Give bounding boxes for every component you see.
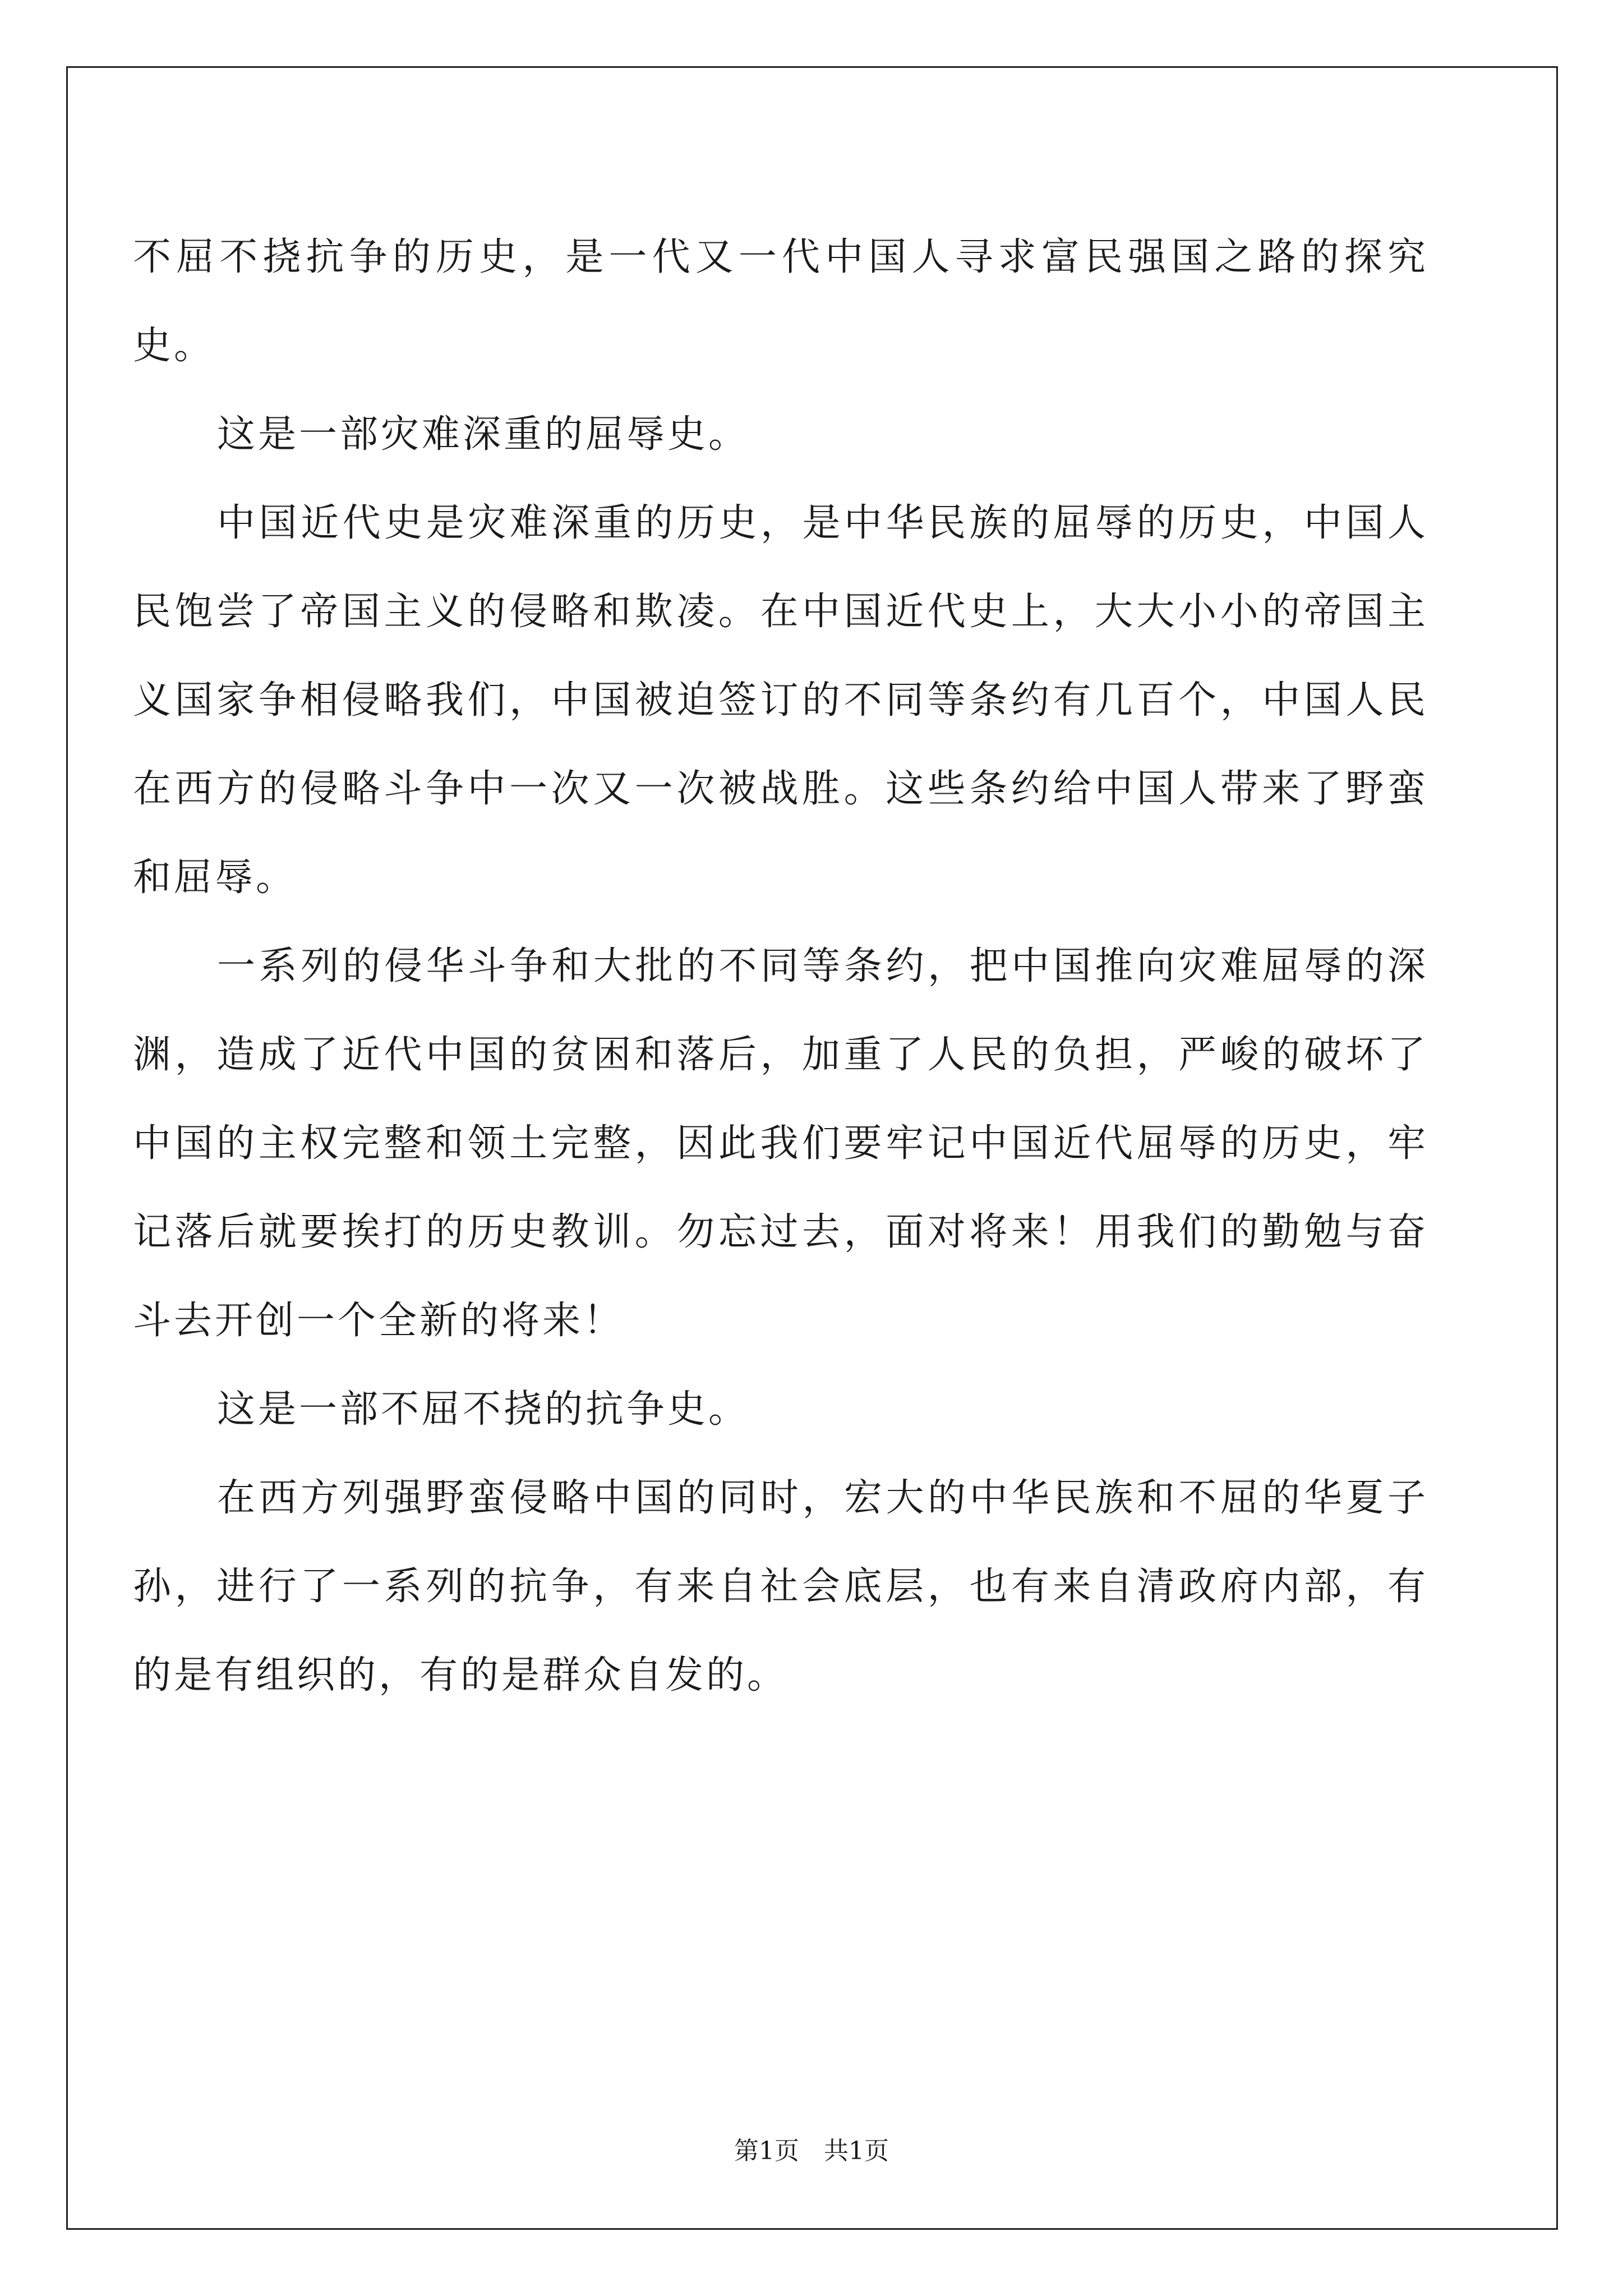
paragraph-2: 这是一部灾难深重的屈辱史。 [217,412,750,457]
paragraph-1: 不屈不挠抗争的历史，是一代又一代中国人寻求富民强国之路的探究史。 [133,235,1428,368]
paragraph-5: 这是一部不屈不挠的抗争史。 [217,1387,750,1432]
paragraph-6: 在西方列强野蛮侵略中国的同时，宏大的中华民族和不屈的华夏子孙，进行了一系列的抗争，有来自社会底层，也有来自清政府内部，有的是有组织的，有的是群众自发的。 [133,1476,1428,1697]
paragraph-3: 中国近代史是灾难深重的历史，是中华民族的屈辱的历史，中国人民饱尝了帝国主义的侵略和欺凌。在中国近代史上，大大小小的帝国主义国家争相侵略我们，中国被迫签订的不同等条约有几百个，中国人民在西方的侵略斗争中一次又一次被战胜。这些条约给中国人带来了野蛮和屈辱。 [133,501,1428,900]
page-footer [0,2134,1623,2168]
document-body [133,213,1428,1720]
page-number: 第1页 共1页 [734,2137,889,2165]
paragraph-4: 一系列的侵华斗争和大批的不同等条约，把中国推向灾难屈辱的深渊，造成了近代中国的贫困和落后，加重了人民的负担，严峻的破坏了中国的主权完整和领土完整，因此我们要牢记中国近代屈辱的历史，牢记落后就要挨打的历史教训。勿忘过去，面对将来！用我们的勤勉与奋斗去开创一个全新的将来！ [133,944,1428,1343]
